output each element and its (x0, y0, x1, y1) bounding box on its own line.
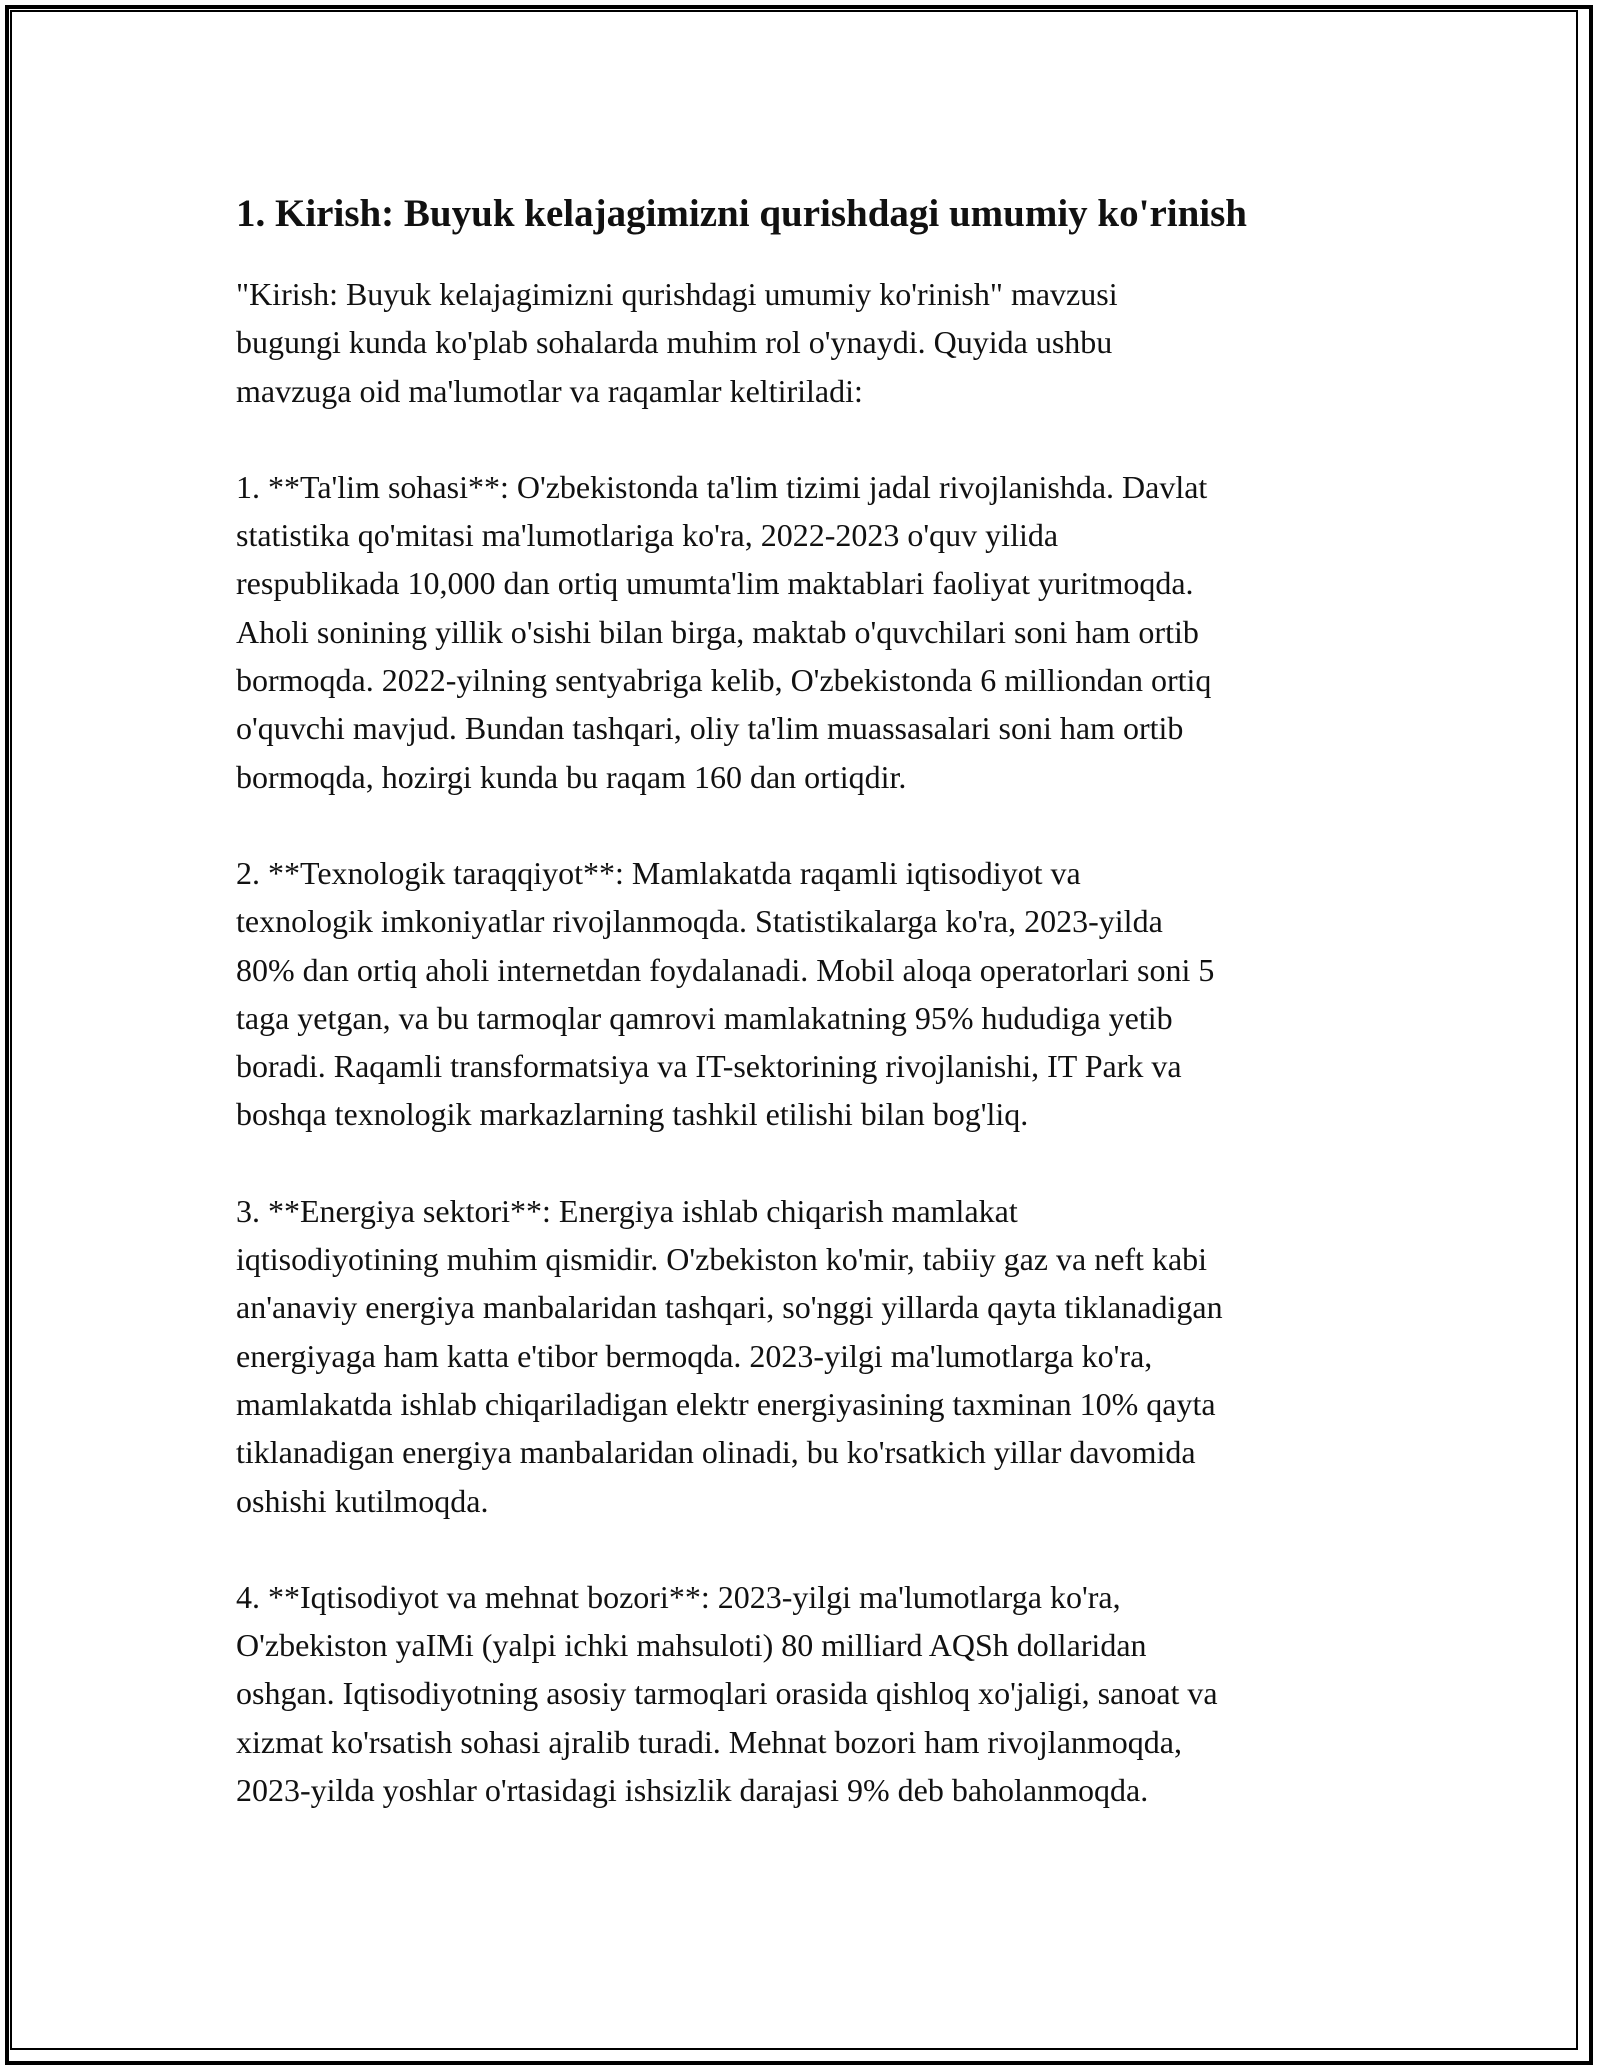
technology-paragraph: 2. **Texnologik taraqqiyot**: Mamlakatda raqamli iqtisodiyot va texnologik imkoniyatlar rivojlanmoqda. Statistikalarga ko'ra, 2023-yilda 80% dan ortiq aholi internetdan foydalanadi. Mobil aloqa operatorlari soni 5 taga yetgan, va bu tarmoqlar qamrovi mamlakatning 95% hududiga yetib boradi. Raqamli transformatsiya va IT-sektorining rivojlanishi, IT Park va boshqa texnologik markazlarning tashkil etilishi bilan bog'liq. (236, 854, 1215, 1133)
economy-paragraph: 4. **Iqtisodiyot va mehnat bozori**: 2023-yilgi ma'lumotlarga ko'ra, O'zbekiston yaIMi (yalpi ichki mahsuloti) 80 milliard AQSh dollaridan oshgan. Iqtisodiyotning asosiy tarmoqlari orasida qishloq xo'jaligi, sanoat va xizmat ko'rsatish sohasi ajralib turadi. Mehnat bozori ham rivojlanmoqda, 2023-yilda yoshlar o'rtasidagi ishsizlik darajasi 9% deb baholanmoqda. (236, 1578, 1218, 1809)
energy-paragraph: 3. **Energiya sektori**: Energiya ishlab chiqarish mamlakat iqtisodiyotining muhim qismidir. O'zbekiston ko'mir, tabiiy gaz va neft kabi an'anaviy energiya manbalaridan tashqari, so'nggi yillarda qayta tiklanadigan energiyaga ham katta e'tibor bermoqda. 2023-yilgi ma'lumotlarga ko'ra, mamlakatda ishlab chiqariladigan elektr energiyasining taxminan 10% qayta tiklanadigan energiya manbalaridan olinadi, bu ko'rsatkich yillar davomida oshishi kutilmoqda. (236, 1192, 1223, 1519)
intro-paragraph: "Kirish: Buyuk kelajagimizni qurishdagi umumiy ko'rinish" mavzusi bugungi kunda ko'plab sohalarda muhim rol o'ynaydi. Quyida ushbu mavzuga oid ma'lumotlar va raqamlar keltiriladi: (236, 276, 1118, 409)
education-paragraph: 1. **Ta'lim sohasi**: O'zbekistonda ta'lim tizimi jadal rivojlanishda. Davlat statistika qo'mitasi ma'lumotlariga ko'ra, 2022-2023 o'quv yilida respublikada 10,000 dan ortiq umumta'lim maktablari faoliyat yuritmoqda. Aholi sonining yillik o'sishi bilan birga, maktab o'quvchilari soni ham ortib bormoqda. 2022-yilning sentyabriga kelib, O'zbekistonda 6 milliondan ortiq o'quvchi mavjud. Bundan tashqari, oliy ta'lim muassasalari soni ham ortib bormoqda, hozirgi kunda bu raqam 160 dan ortiqdir. (236, 468, 1212, 795)
section-title: 1. Kirish: Buyuk kelajagimizni qurishdagi umumiy ko'rinish (236, 192, 1247, 235)
document-body (236, 188, 1366, 1862)
